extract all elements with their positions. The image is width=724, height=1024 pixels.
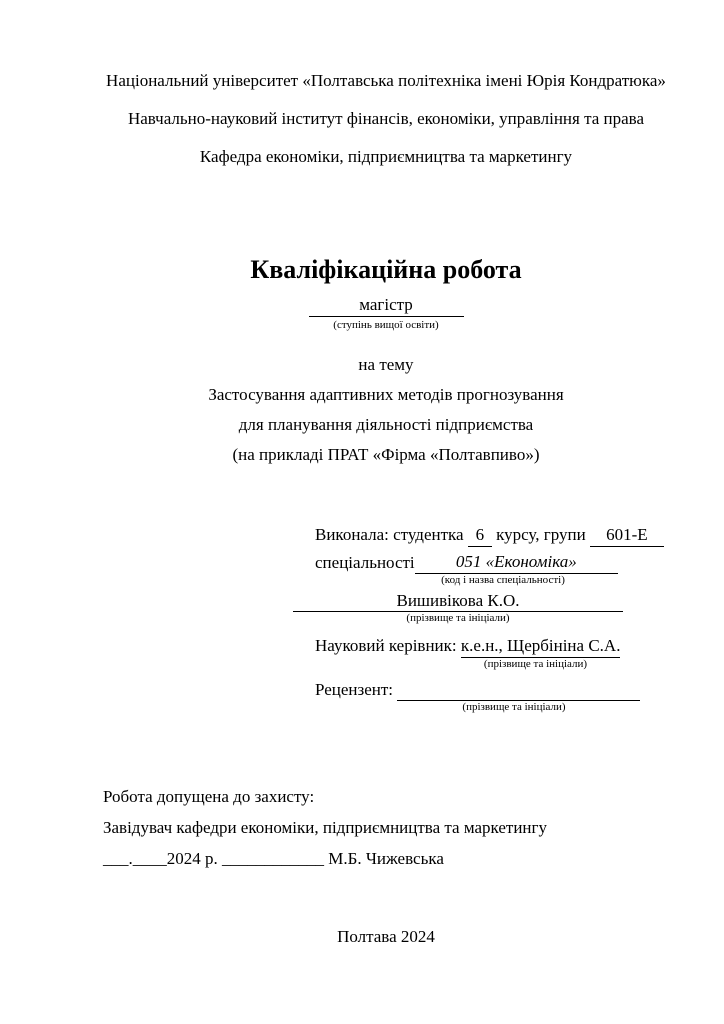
supervisor-label: Науковий керівник: (315, 636, 457, 655)
topic-line-1: Застосування адаптивних методів прогнозування (208, 385, 564, 404)
supervisor-line (315, 635, 671, 658)
work-title: Кваліфікаційна робота (250, 255, 522, 284)
reviewer-line (315, 679, 640, 701)
student-name: Вишивікова К.О. (396, 591, 520, 610)
supervisor-name: к.е.н., Щербініна С.А. (461, 635, 621, 658)
student-name-hint: (прізвище та ініціали) (406, 612, 510, 624)
supervisor-hint: (прізвище та ініціали) (483, 658, 588, 670)
specialty-line (315, 551, 618, 574)
admission-line-2: Завідувач кафедри економіки, підприємництва та маркетингу (103, 818, 548, 837)
university-name: Національний університет «Полтавська політехніка імені Юрія Кондратюка» (106, 71, 666, 90)
topic-line-2: для планування діяльності підприємства (238, 415, 534, 434)
executor-block (293, 524, 671, 714)
topic-label: на тему (358, 355, 414, 374)
executor-line-1 (315, 524, 671, 547)
specialty-label: спеціальності (315, 553, 415, 572)
institute-name: Навчально-науковий інститут фінансів, економіки, управління та права (127, 109, 645, 128)
specialty-value: 051 «Економіка» (415, 551, 618, 574)
topic-block (100, 350, 672, 470)
department-name: Кафедра економіки, підприємництва та маркетингу (199, 147, 573, 166)
student-name-line (293, 591, 623, 612)
degree-underline (309, 294, 464, 317)
executor-prefix: Виконала: студентка (315, 525, 464, 544)
admission-date-line: ___.____2024 р. ____________ М.Б. Чижевська (103, 849, 444, 868)
topic-line-3: (на прикладі ПРАТ «Фірма «Полтавпиво») (232, 445, 540, 464)
city-year: Полтава 2024 (337, 927, 435, 946)
group-value: 601-Е (590, 524, 664, 547)
reviewer-label: Рецензент: (315, 680, 398, 699)
reviewer-hint: (прізвище та ініціали) (462, 701, 566, 713)
reviewer-blank-line (397, 682, 640, 701)
course-value: 6 (468, 524, 492, 547)
executor-mid: курсу, групи (496, 525, 586, 544)
degree-hint: (ступінь вищої освіти) (333, 319, 439, 331)
header-block (100, 62, 672, 176)
specialty-hint: (код і назва спеціальності) (441, 574, 565, 586)
degree-row (100, 294, 672, 317)
admission-line-1: Робота допущена до захисту: (103, 787, 315, 806)
admission-block (103, 781, 663, 874)
degree-value: магістр (359, 295, 413, 314)
